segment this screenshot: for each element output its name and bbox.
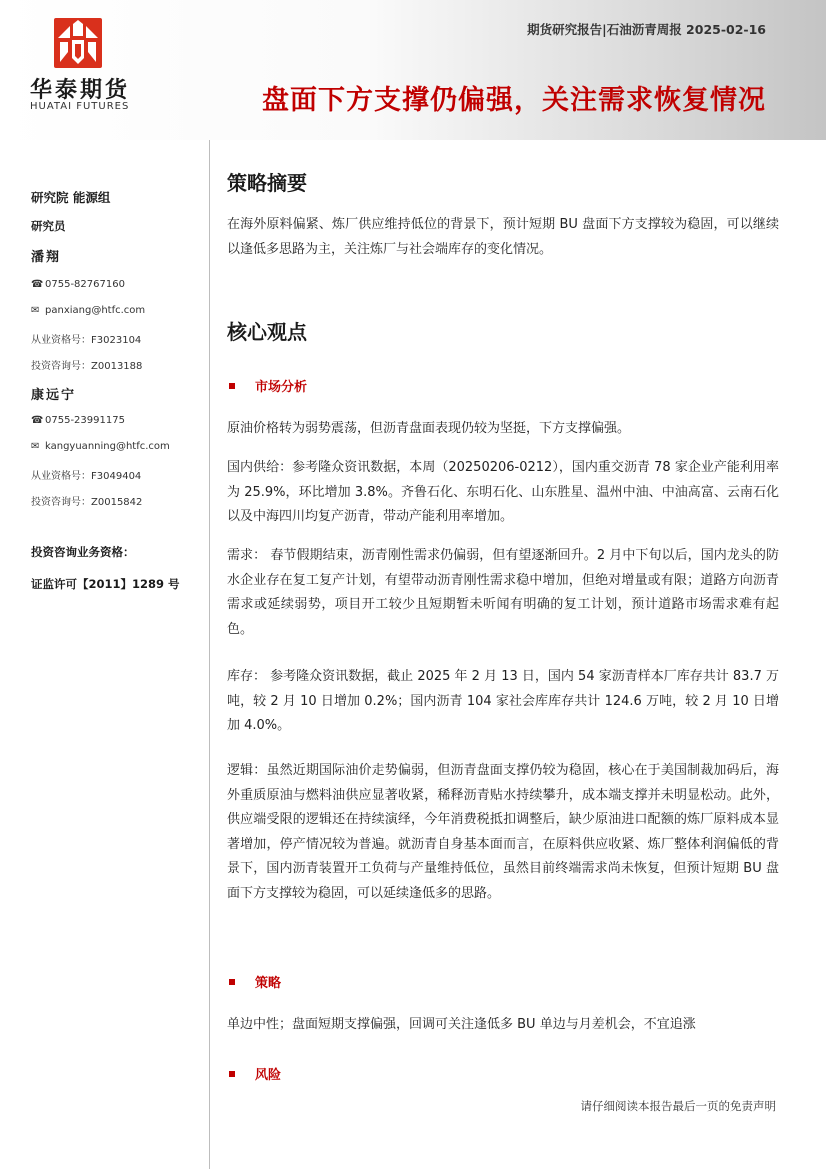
market-paragraph: 逻辑：虽然近期国际油价走势偏弱，但沥青盘面支撑仍较为稳固，核心在于美国制裁加码后，海外重质原油与燃料油供应显著收紧，稀释沥青贴水持续攀升，成本端支撑并未明显松动。此外，供应端受限的逻辑还在持续演绎，今年消费税抵扣调整后，缺少原油进口配额的炼厂原料成本显著增加，停产情况较为普遍。就沥青自身基本面而言，在原料供应收紧、炼厂整体利润偏低的背景下，国内沥青装置开工负荷与产量维持低位，虽然目前终端需求尚未恢复，但预计短期 BU 盘面下方支撑较为稳固，可以延续逢低多的思路。 <box>227 763 779 901</box>
analyst-email[interactable]: ✉ panxiang@htfc.com <box>31 305 146 316</box>
analyst-invest-no: 投资咨询号：Z0015842 <box>31 497 143 508</box>
bullet-icon <box>229 383 235 389</box>
bullet-icon <box>229 979 235 985</box>
mail-icon: ✉ <box>31 305 40 316</box>
brand-name-cn: 华泰期货 <box>30 78 131 103</box>
analyst-name: 康远宁 <box>31 388 77 403</box>
department: 研究院 能源组 <box>31 190 111 205</box>
license-number: 证监许可【2011】1289 号 <box>31 577 180 591</box>
strategy-heading: 策略 <box>227 972 281 991</box>
huatai-logo-icon <box>54 18 102 68</box>
role-label: 研究员 <box>31 219 66 233</box>
mail-icon: ✉ <box>31 441 40 452</box>
market-heading: 市场分析 <box>227 376 307 395</box>
analyst-qualification: 从业资格号：F3023104 <box>31 335 142 346</box>
risk-heading: 风险 <box>227 1064 281 1083</box>
report-tag: 期货研究报告|石油沥青周报 2025-02-16 <box>527 22 766 37</box>
analyst-email[interactable]: ✉ kangyuanning@htfc.com <box>31 441 170 452</box>
analyst-name: 潘翔 <box>31 250 62 265</box>
analyst-phone: ☎ 0755-82767160 <box>31 279 125 290</box>
market-paragraph: 原油价格转为弱势震荡，但沥青盘面表现仍较为坚挺，下方支撑偏强。 <box>227 421 631 436</box>
analyst-phone: ☎ 0755-23991175 <box>31 415 125 426</box>
bullet-icon <box>229 1071 235 1077</box>
market-paragraph: 库存： 参考隆众资讯数据，截止 2025 年 2 月 13 日，国内 54 家沥青样本厂库存共计 83.7 万吨，较 2 月 10 日增加 0.2%；国内沥青 104 家社会库库存共计 124.6 万吨，较 2 月 10 日增加 4.0%。 <box>227 669 779 733</box>
brand-name-en: HUATAI FUTURES <box>30 101 130 112</box>
report-title: 盘面下方支撑仍偏强，关注需求恢复情况 <box>262 85 766 116</box>
summary-text: 在海外原料偏紧、炼厂供应维持低位的背景下，预计短期 BU 盘面下方支撑较为稳固，可以继续以逢低多思路为主，关注炼厂与社会端库存的变化情况。 <box>227 217 779 257</box>
market-paragraph: 需求： 春节假期结束，沥青刚性需求仍偏弱，但有望逐渐回升。2 月中下旬以后，国内龙头的防水企业存在复工复产计划，有望带动沥青刚性需求稳中增加，但绝对增量或有限；道路方向沥青需求或延续弱势，项目开工较少且短期暂未听闻有明确的复工计划，预计道路市场需求难有起色。 <box>227 548 779 637</box>
summary-heading: 策略摘要 <box>227 171 307 195</box>
analyst-invest-no: 投资咨询号：Z0013188 <box>31 361 143 372</box>
market-paragraph: 国内供给：参考隆众资讯数据，本周（20250206-0212），国内重交沥青 78 家企业产能利用率为 25.9%，环比增加 3.8%。齐鲁石化、东明石化、山东胜星、温州中油、中油高富、云南石化以及中海四川均复产沥青，带动产能利用率增加。 <box>227 460 779 524</box>
column-divider <box>209 140 210 1169</box>
license-title: 投资咨询业务资格： <box>31 545 135 559</box>
analyst-qualification: 从业资格号：F3049404 <box>31 471 142 482</box>
disclaimer-note: 请仔细阅读本报告最后一页的免责声明 <box>580 1099 776 1113</box>
strategy-text: 单边中性；盘面短期支撑偏强，回调可关注逢低多 BU 单边与月差机会，不宜追涨 <box>227 1017 696 1032</box>
phone-icon: ☎ <box>31 415 44 426</box>
core-heading: 核心观点 <box>227 320 307 344</box>
phone-icon: ☎ <box>31 279 44 290</box>
